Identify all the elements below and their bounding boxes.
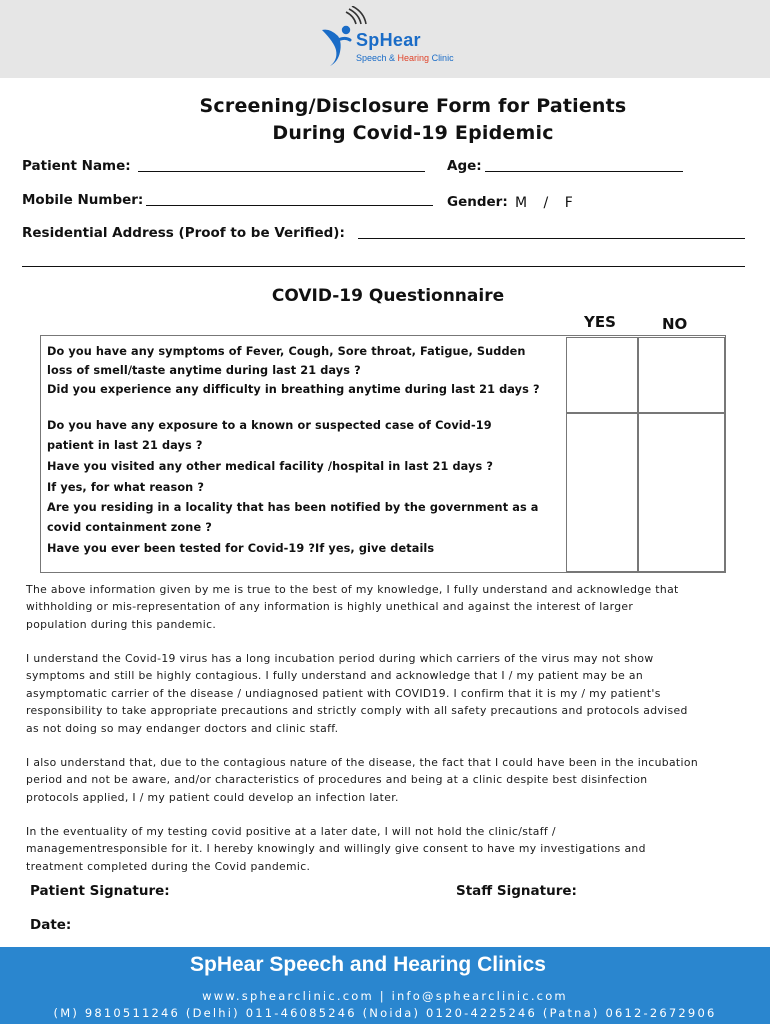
paragraph-line: period and not be aware, and/or characteristics of procedures and being at a clinic despite best disinfection <box>26 773 648 787</box>
age-label: Age: <box>447 158 482 174</box>
footer-title: SpHear Speech and Hearing Clinics <box>190 953 546 976</box>
logo-tagline <box>356 53 454 63</box>
address-field[interactable] <box>358 238 745 239</box>
declaration-paragraph-4 <box>26 823 750 875</box>
paragraph-line: The above information given by me is true to the best of my knowledge, I fully understand and acknowledge that <box>26 583 679 596</box>
answer-yes-cell-2[interactable] <box>566 413 638 572</box>
form-title-line2: During Covid-19 Epidemic <box>272 122 554 144</box>
sphear-logo <box>316 6 466 72</box>
question-line: Have you visited any other medical facility /hospital in last 21 days ? <box>47 460 493 473</box>
patient-name-label: Patient Name: <box>22 158 131 174</box>
address-label: Residential Address (Proof to be Verified): <box>22 225 345 241</box>
answer-no-cell-2[interactable] <box>638 413 725 572</box>
mobile-number-field[interactable] <box>146 205 433 206</box>
paragraph-line: managementresponsible for it. I hereby knowingly and willingly give consent to have my investigations and <box>26 842 646 856</box>
gender-options[interactable]: M / F <box>515 195 573 211</box>
footer-contact-phones: (M) 9810511246 (Delhi) 011-46085246 (Noida) 0120-4225246 (Patna) 0612-2672906 <box>53 1006 717 1020</box>
no-column-header: NO <box>662 315 688 333</box>
answer-yes-cell-1[interactable] <box>566 337 638 413</box>
address-field-line2[interactable] <box>22 266 745 267</box>
footer <box>0 947 770 1024</box>
paragraph-line: withholding or mis-representation of any information is highly unethical and against the interest of larger <box>26 600 634 614</box>
declaration-paragraph-2 <box>26 650 750 737</box>
question-line: If yes, for what reason ? <box>47 481 205 494</box>
gender-label: Gender: <box>447 194 508 210</box>
staff-signature-label: Staff Signature: <box>456 883 577 899</box>
form-title-line1: Screening/Disclosure Form for Patients <box>199 95 627 117</box>
logo-tagline-hearing: Hearing <box>397 53 430 63</box>
form-title <box>0 93 770 147</box>
patient-signature-label: Patient Signature: <box>30 883 170 899</box>
question-line: Did you experience any difficulty in breathing anytime during last 21 days ? <box>47 383 540 396</box>
patient-name-field[interactable] <box>138 171 425 172</box>
logo-tagline-part1: Speech & <box>356 53 398 63</box>
footer-contact-web: www.sphearclinic.com | info@sphearclinic.com <box>202 989 568 1003</box>
paragraph-line: population during this pandemic. <box>26 617 217 631</box>
question-line: covid containment zone ? <box>47 521 212 534</box>
question-line: Do you have any symptoms of Fever, Cough, Sore throat, Fatigue, Sudden <box>47 345 526 358</box>
paragraph-line: I understand the Covid-19 virus has a long incubation period during which carriers of the virus may not show <box>26 652 654 665</box>
age-field[interactable] <box>485 171 683 172</box>
question-line: Do you have any exposure to a known or suspected case of Covid-19 <box>47 419 492 432</box>
paragraph-line: responsibility to take appropriate precautions and strictly comply with all safety precautions and protocols advised <box>26 704 688 718</box>
mobile-number-label: Mobile Number: <box>22 192 144 208</box>
paragraph-line: treatment completed during the Covid pandemic. <box>26 859 311 873</box>
paragraph-line: I also understand that, due to the contagious nature of the disease, the fact that I could have been in the incubation <box>26 756 699 769</box>
date-label: Date: <box>30 917 72 933</box>
paragraph-line: symptoms and still be highly contagious. I fully understand and acknowledge that I / my patient may be an <box>26 669 644 683</box>
declaration-paragraph-3 <box>26 754 750 806</box>
questionnaire-title: COVID-19 Questionnaire <box>271 286 505 306</box>
paragraph-line: asymptomatic carrier of the disease / undiagnosed patient with COVID19. I confirm that it is my / my patient's <box>26 686 661 700</box>
question-line: patient in last 21 days ? <box>47 439 203 452</box>
declaration-paragraph-1 <box>26 581 750 633</box>
header-band <box>0 0 770 78</box>
paragraph-line: as not doing so may endanger doctors and clinic staff. <box>26 721 339 735</box>
logo-tagline-part2: Clinic <box>429 53 454 63</box>
question-line: Have you ever been tested for Covid-19 ?If yes, give details <box>47 542 435 555</box>
answer-no-cell-1[interactable] <box>638 337 725 413</box>
question-line: Are you residing in a locality that has been notified by the government as a <box>47 501 539 514</box>
paragraph-line: protocols applied, I / my patient could develop an infection later. <box>26 790 399 804</box>
question-line: loss of smell/taste anytime during last 21 days ? <box>47 364 361 377</box>
paragraph-line: In the eventuality of my testing covid positive at a later date, I will not hold the clinic/staff / <box>26 825 556 838</box>
yes-column-header: YES <box>584 313 616 331</box>
logo-name: SpHear <box>356 30 421 50</box>
